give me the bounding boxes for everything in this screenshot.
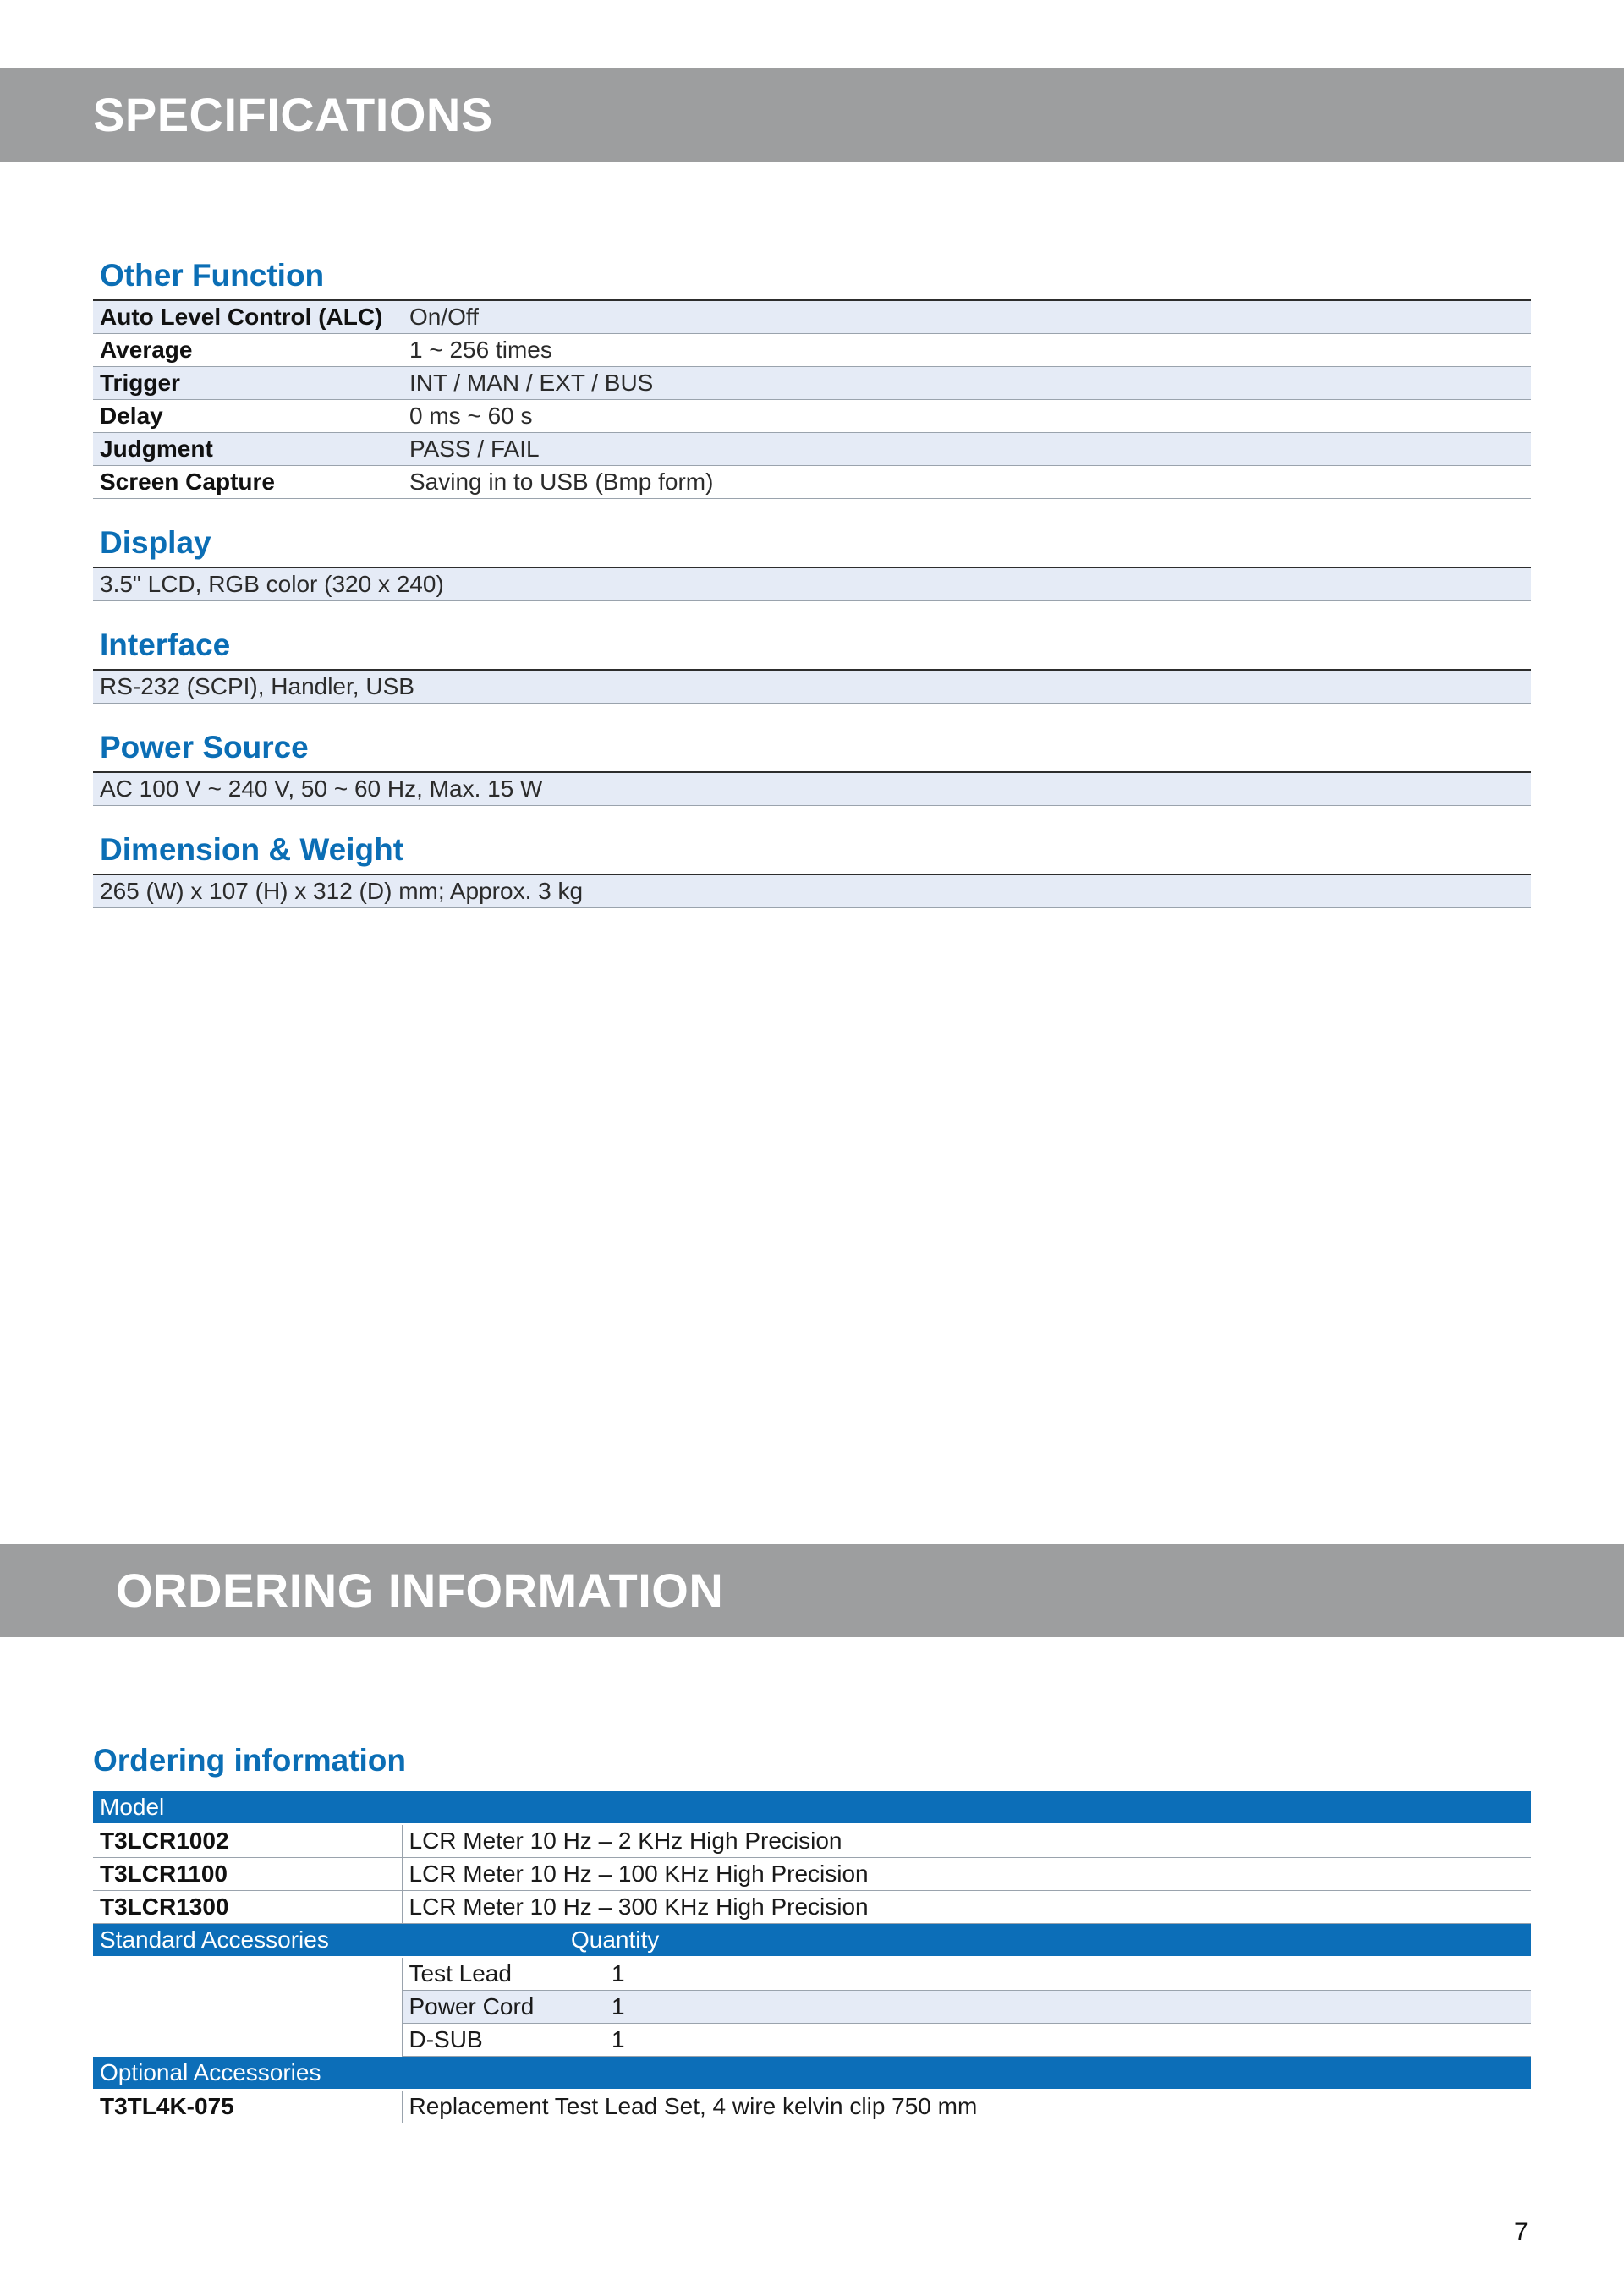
- spec-label: Trigger: [93, 367, 403, 400]
- accessory-spacer: [93, 1991, 402, 2024]
- spec-value: PASS / FAIL: [403, 433, 1531, 466]
- table-row: [93, 400, 1531, 433]
- display-value: 3.5" LCD, RGB color (320 x 240): [93, 567, 1531, 601]
- interface-table: [93, 669, 1531, 704]
- model-description: LCR Meter 10 Hz – 100 KHz High Precision: [402, 1858, 1531, 1891]
- power-source-value: AC 100 V ~ 240 V, 50 ~ 60 Hz, Max. 15 W: [93, 772, 1531, 806]
- spec-value: 1 ~ 256 times: [403, 334, 1531, 367]
- table-row: [93, 670, 1531, 704]
- other-function-table: [93, 299, 1531, 499]
- table-row: [93, 433, 1531, 466]
- ordering-banner: [0, 1544, 1624, 1637]
- interface-value: RS-232 (SCPI), Handler, USB: [93, 670, 1531, 704]
- model-description: LCR Meter 10 Hz – 2 KHz High Precision: [402, 1824, 1531, 1858]
- model-description: LCR Meter 10 Hz – 300 KHz High Precision: [402, 1891, 1531, 1924]
- table-row: [93, 300, 1531, 334]
- table-row: [93, 1891, 1531, 1924]
- ordering-banner-title: ORDERING INFORMATION: [116, 1564, 724, 1617]
- table-row: [93, 2024, 1531, 2057]
- ordering-content: [93, 1737, 1531, 2123]
- table-row: [93, 334, 1531, 367]
- display-section: [93, 519, 1531, 601]
- interface-section: [93, 622, 1531, 704]
- table-row: [93, 772, 1531, 806]
- optional-accessories-header-row: [93, 2057, 1531, 2091]
- page-number: 7: [1514, 2218, 1528, 2246]
- model-code: T3LCR1100: [93, 1858, 402, 1891]
- table-row: [93, 874, 1531, 908]
- spec-value: Saving in to USB (Bmp form): [403, 466, 1531, 499]
- specifications-banner-title: SPECIFICATIONS: [93, 88, 493, 141]
- quantity-header: Quantity: [402, 1924, 1531, 1958]
- ordering-title: Ordering information: [93, 1743, 406, 1778]
- table-row: [93, 466, 1531, 499]
- power-source-table: [93, 771, 1531, 806]
- spec-label: Judgment: [93, 433, 403, 466]
- other-function-title: Other Function: [100, 258, 325, 293]
- spec-label: Average: [93, 334, 403, 367]
- table-row: [93, 1957, 1531, 1991]
- accessory-quantity: 1: [605, 2024, 1531, 2057]
- spec-label: Screen Capture: [93, 466, 403, 499]
- model-code: T3LCR1002: [93, 1824, 402, 1858]
- specifications-banner: [0, 68, 1624, 162]
- table-row: [93, 567, 1531, 601]
- spec-label: Auto Level Control (ALC): [93, 300, 403, 334]
- spec-label: Delay: [93, 400, 403, 433]
- spec-value: 0 ms ~ 60 s: [403, 400, 1531, 433]
- optional-accessory-description: Replacement Test Lead Set, 4 wire kelvin clip 750 mm: [402, 2090, 1531, 2123]
- other-function-section: [93, 252, 1531, 499]
- power-source-title: Power Source: [100, 730, 309, 764]
- table-row: [93, 1991, 1531, 2024]
- specifications-content: [93, 252, 1531, 929]
- accessory-spacer: [93, 1957, 402, 1991]
- accessory-name: Power Cord: [402, 1991, 605, 2024]
- accessory-quantity: 1: [605, 1991, 1531, 2024]
- model-code: T3LCR1300: [93, 1891, 402, 1924]
- dimension-weight-table: [93, 874, 1531, 908]
- table-row: [93, 1824, 1531, 1858]
- dimension-weight-section: [93, 826, 1531, 908]
- table-row: [93, 2090, 1531, 2123]
- display-table: [93, 567, 1531, 601]
- model-header: Model: [93, 1791, 1531, 1824]
- spec-value: INT / MAN / EXT / BUS: [403, 367, 1531, 400]
- accessory-quantity: 1: [605, 1957, 1531, 1991]
- power-source-section: [93, 724, 1531, 806]
- optional-accessory-code: T3TL4K-075: [93, 2090, 402, 2123]
- ordering-table: [93, 1791, 1531, 2123]
- standard-accessories-header-row: [93, 1924, 1531, 1958]
- spec-value: On/Off: [403, 300, 1531, 334]
- standard-accessories-header: Standard Accessories: [93, 1924, 402, 1958]
- accessory-name: D-SUB: [402, 2024, 605, 2057]
- accessory-name: Test Lead: [402, 1957, 605, 1991]
- table-row: [93, 367, 1531, 400]
- optional-accessories-header: Optional Accessories: [93, 2057, 1531, 2091]
- model-header-row: [93, 1791, 1531, 1824]
- interface-title: Interface: [100, 627, 231, 662]
- dimension-weight-title: Dimension & Weight: [100, 832, 404, 867]
- accessory-spacer: [93, 2024, 402, 2057]
- table-row: [93, 1858, 1531, 1891]
- dimension-weight-value: 265 (W) x 107 (H) x 312 (D) mm; Approx. 3 kg: [93, 874, 1531, 908]
- display-title: Display: [100, 525, 211, 560]
